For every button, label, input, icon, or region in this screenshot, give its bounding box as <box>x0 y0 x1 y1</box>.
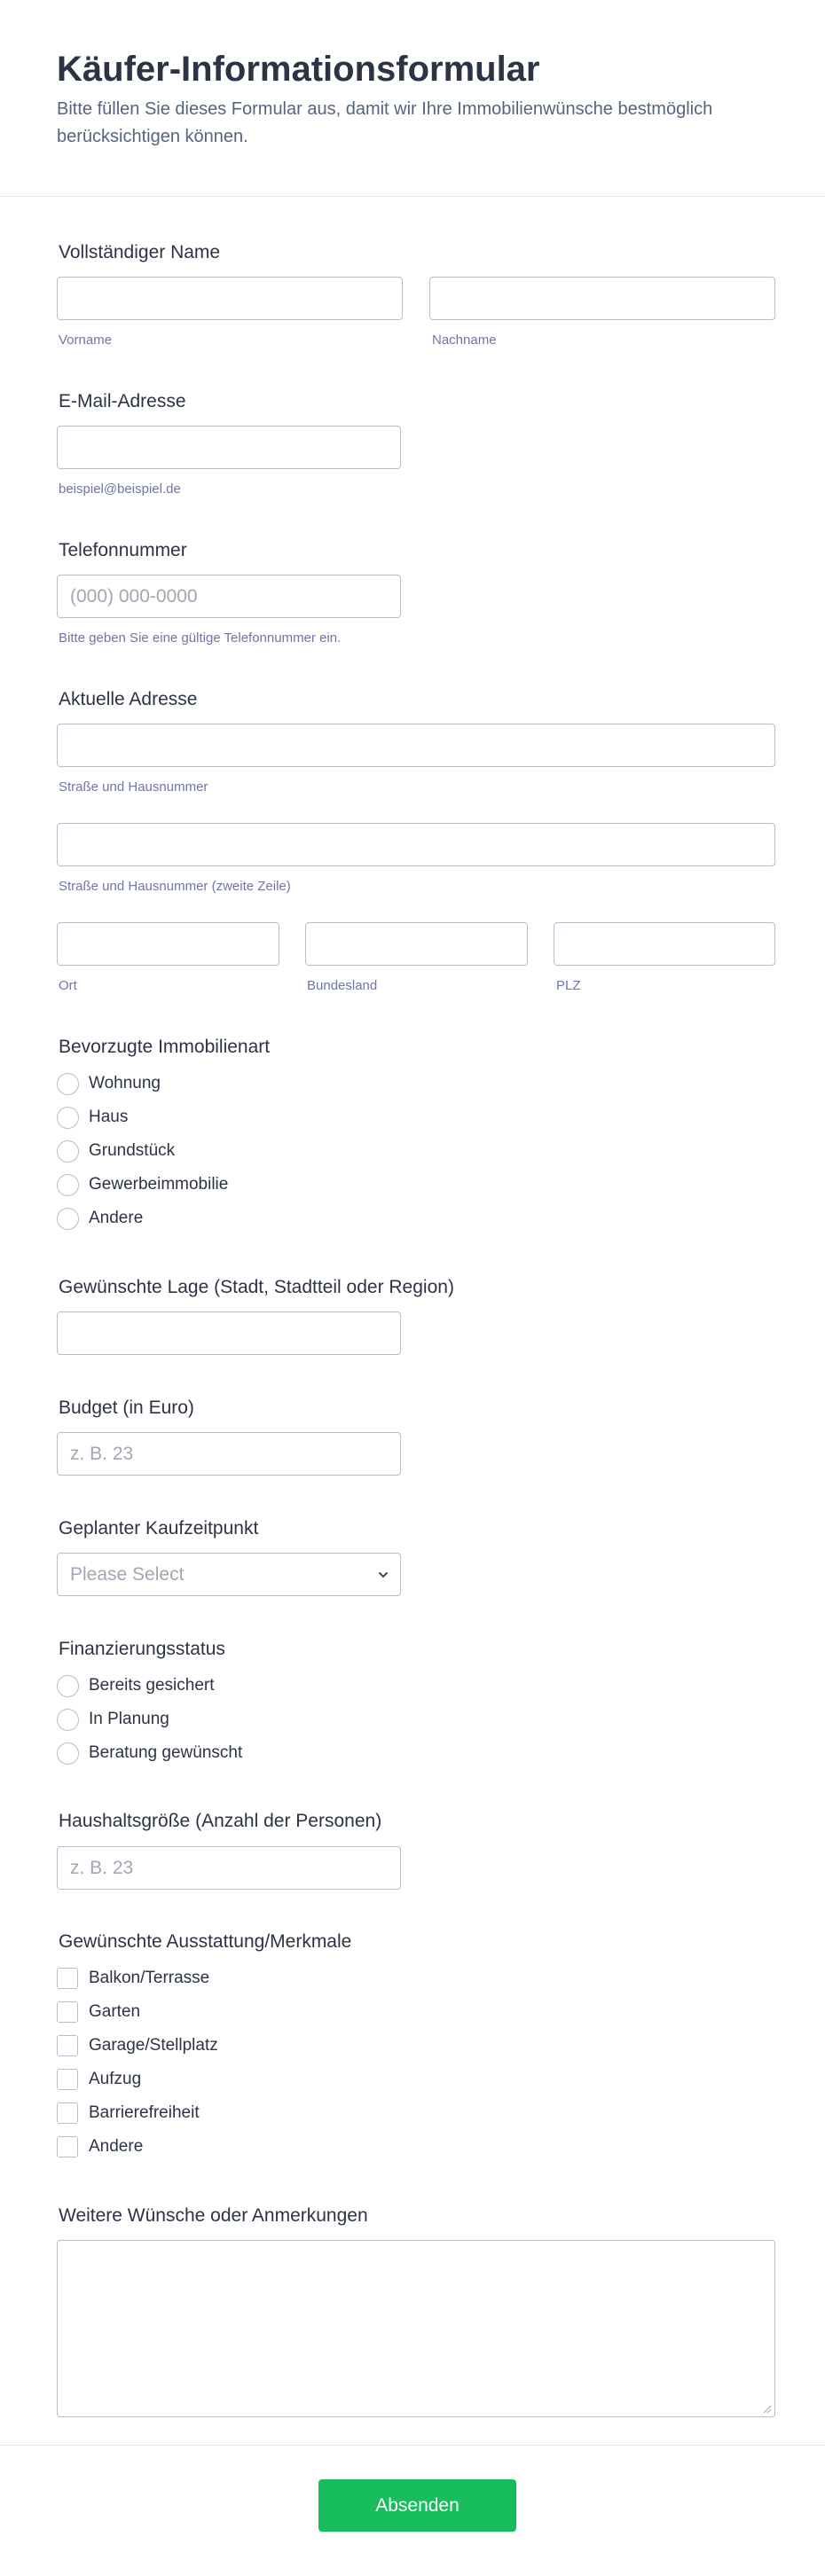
checkbox-label: Barrierefreiheit <box>89 2103 200 2122</box>
radio-in-planung[interactable] <box>57 1708 169 1731</box>
zip-input[interactable] <box>554 922 775 966</box>
location-input[interactable] <box>57 1311 401 1355</box>
last-name-input[interactable] <box>429 277 775 320</box>
form-footer <box>0 2445 825 2576</box>
full-name-label: Vollständiger Name <box>59 242 221 262</box>
checkbox-label: Aufzug <box>89 2070 142 2088</box>
page-title: Käufer-Informationsformular <box>57 50 540 89</box>
email-label: E-Mail-Adresse <box>59 391 186 411</box>
page-subtitle: Bitte füllen Sie dieses Formular aus, damit wir Ihre Immobilienwünsche bestmöglich berücksichtigen können. <box>57 99 713 146</box>
street2-input[interactable] <box>57 823 775 866</box>
radio-label: In Planung <box>89 1710 169 1728</box>
radio-andere[interactable] <box>57 1207 143 1230</box>
checkbox-box[interactable] <box>57 2102 78 2124</box>
comments-textarea[interactable] <box>57 2240 775 2417</box>
checkbox-aufzug[interactable] <box>57 2068 141 2091</box>
zip-sublabel: PLZ <box>556 978 581 993</box>
radio-grundstueck[interactable] <box>57 1139 175 1163</box>
email-sublabel: beispiel@beispiel.de <box>59 482 181 497</box>
chevron-down-icon <box>377 1569 389 1581</box>
state-input[interactable] <box>305 922 528 966</box>
radio-circle[interactable] <box>57 1107 79 1129</box>
household-input[interactable] <box>57 1846 401 1890</box>
radio-circle[interactable] <box>57 1174 79 1196</box>
radio-circle[interactable] <box>57 1208 79 1230</box>
radio-gewerbeimmobilie[interactable] <box>57 1173 228 1196</box>
checkbox-box[interactable] <box>57 1968 78 1989</box>
features-label: Gewünschte Ausstattung/Merkmale <box>59 1931 352 1952</box>
phone-label: Telefonnummer <box>59 540 187 560</box>
street-input[interactable] <box>57 724 775 767</box>
state-sublabel: Bundesland <box>307 978 378 993</box>
radio-label: Gewerbeimmobilie <box>89 1175 229 1194</box>
first-name-sublabel: Vorname <box>59 333 113 348</box>
budget-placeholder: z. B. 23 <box>70 1444 134 1464</box>
city-input[interactable] <box>57 922 279 966</box>
radio-circle[interactable] <box>57 1675 79 1697</box>
submit-button[interactable]: Absenden <box>318 2479 516 2532</box>
radio-circle[interactable] <box>57 1709 79 1731</box>
city-sublabel: Ort <box>59 978 77 993</box>
phone-placeholder: (000) 000-0000 <box>70 586 198 607</box>
checkbox-balkon[interactable] <box>57 1967 209 1990</box>
select-placeholder: Please Select <box>70 1564 185 1585</box>
radio-beratung-gewuenscht[interactable] <box>57 1742 242 1765</box>
radio-label: Bereits gesichert <box>89 1676 215 1695</box>
checkbox-label: Andere <box>89 2137 144 2156</box>
radio-bereits-gesichert[interactable] <box>57 1674 215 1697</box>
budget-label: Budget (in Euro) <box>59 1398 194 1418</box>
checkbox-garage[interactable] <box>57 2034 218 2057</box>
radio-label: Grundstück <box>89 1141 176 1160</box>
last-name-sublabel: Nachname <box>432 333 497 348</box>
radio-label: Beratung gewünscht <box>89 1743 243 1762</box>
checkbox-label: Balkon/Terrasse <box>89 1969 210 1987</box>
purchase-time-select[interactable] <box>57 1553 401 1596</box>
first-name-input[interactable] <box>57 277 403 320</box>
checkbox-label: Garten <box>89 2002 141 2021</box>
checkbox-box[interactable] <box>57 2136 78 2157</box>
checkbox-box[interactable] <box>57 2069 78 2090</box>
financing-label: Finanzierungsstatus <box>59 1639 225 1659</box>
checkbox-barrierefreiheit[interactable] <box>57 2102 200 2125</box>
phone-input[interactable] <box>57 575 401 618</box>
checkbox-box[interactable] <box>57 2001 78 2023</box>
household-placeholder: z. B. 23 <box>70 1858 134 1878</box>
household-label: Haushaltsgröße (Anzahl der Personen) <box>59 1811 382 1831</box>
checkbox-box[interactable] <box>57 2035 78 2056</box>
radio-circle[interactable] <box>57 1140 79 1163</box>
radio-haus[interactable] <box>57 1106 128 1129</box>
radio-label: Wohnung <box>89 1074 161 1092</box>
address-label: Aktuelle Adresse <box>59 689 198 709</box>
radio-circle[interactable] <box>57 1742 79 1765</box>
phone-sublabel: Bitte geben Sie eine gültige Telefonnummer ein. <box>59 630 342 646</box>
radio-label: Haus <box>89 1108 129 1126</box>
comments-label: Weitere Wünsche oder Anmerkungen <box>59 2205 368 2226</box>
checkbox-label: Garage/Stellplatz <box>89 2036 218 2055</box>
street-sublabel: Straße und Hausnummer <box>59 779 208 795</box>
purchase-time-label: Geplanter Kaufzeitpunkt <box>59 1518 259 1539</box>
budget-input[interactable] <box>57 1432 401 1476</box>
checkbox-andere[interactable] <box>57 2135 143 2158</box>
resize-handle-icon[interactable] <box>763 2405 772 2414</box>
property-type-label: Bevorzugte Immobilienart <box>59 1037 271 1057</box>
location-label: Gewünschte Lage (Stadt, Stadtteil oder Region) <box>59 1277 454 1297</box>
checkbox-garten[interactable] <box>57 2001 140 2024</box>
email-input[interactable] <box>57 426 401 469</box>
radio-wohnung[interactable] <box>57 1072 161 1095</box>
form-header <box>0 0 825 197</box>
radio-label: Andere <box>89 1209 144 1227</box>
radio-circle[interactable] <box>57 1073 79 1095</box>
street2-sublabel: Straße und Hausnummer (zweite Zeile) <box>59 879 291 894</box>
